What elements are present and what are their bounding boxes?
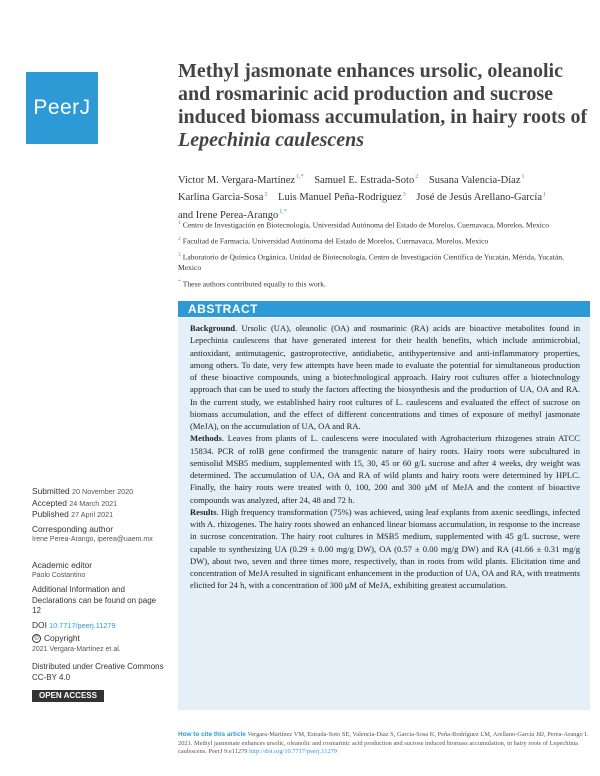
affil-text: Centro de Investigación en Biotecnología, Universidad Autónoma del Estado de Morelos, Cuernavaca, Morelos, Mexico [182,220,550,230]
peerj-logo [26,72,98,144]
editor-value: Paolo Costantino [32,571,86,579]
background-text: . Ursolic (UA), oleanolic (OA) and rosmarinic (RA) acids are bioactive metabolites found in Lepechinia caulescens that have generated interest for their health benefits, which include antimicrobial, antioxidant, antimutagenic, gastroprotective, antidiabetic, antihypertensive and anti-inflammatory properties, among others. To date, very few attempts have been made to evaluate the potential for simultaneous production of these bioactive compounds, using a biotechnological approach. Hairy root cultures offer a biotechnology approach that can be used to study the factors affecting the biosynthesis and the production of UA, OA and RA. In the current study, we established hairy root cultures of L. caulescens and evaluated the effect of sucrose on biomass accumulation, and the effect of different concentrations and times of exposure of methyl jasmonate (MeJA), on the accumulation of UA, OA and RA. [190,323,580,431]
copyright-icon: © [32,634,41,643]
author-affil: 1,* [296,174,304,180]
additional-info[interactable]: Additional Information and Declarations can be found on page 12 [32,585,157,615]
author-list [178,170,588,223]
author-name[interactable]: and Irene Perea-Arango [178,209,279,221]
author-name[interactable]: José de Jesús Arellano-García [416,192,542,203]
author-affil: 3 [264,191,268,198]
accepted-label: Accepted [32,497,67,508]
methods-text: . Leaves from plants of L. caulescens were inoculated with Agrobacterium rhizogenes strain ATCC 15834. PCR of rolB gene confirmed the transgenic nature of hairy roots. Hairy roots were subcultured in semisolid MSB5 medium, supplemented with 15, 30, 45 or 60 g/L sucrose and after 4 weeks, dry weight was determined. The accumulation of UA, OA and RA of wild plants and hairy roots were determined by HPLC. Finally, the hairy roots were treated with 0, 100, 200 and 300 μM of MeJA and the content of bioactive compounds was analyzed, after 24, 48 and 72 h. [190,433,580,505]
author[interactable] [178,175,304,186]
author[interactable] [314,175,418,186]
results-text: . High frequency transformation (75%) was achieved, using leaf explants from axenic seedlings, infected with A. rhizogenes. The hairy roots showed an enhanced linear biomass accumulation, in response to the increase in sucrose concentration. The hairy root cultures in MSB5 medium, supplemented with 45 g/L sucrose, were capable to synthesizing UA (0.29 ± 0.00 mg/g DW), OA (0.57 ± 0.00 mg/g DW) and RA (41.66 ± 0.31 mg/g DW), about two, seven and three times more, respectively, than in roots from wild plants. Elicitation time and concentration of MeJA resulted in significant enhancement in the production of UA, OA and RA, with treatments elicited for 24 h, with a concentration of 300 μM of MeJA, exhibiting greatest accumulation. [190,506,580,591]
author-affil: 1,* [279,209,287,215]
affil-number: * [178,278,181,285]
title-main: Methyl jasmonate enhances ursolic, oleanolic and rosmarinic acid production and sucrose induced biomass accumulation, in hairy roots of [178,60,588,128]
copyright-label: Copyright [44,633,80,643]
affil-text: These authors contributed equally to this work. [182,279,326,289]
affil-number: 1 [178,220,181,226]
doi-label: DOI [32,620,47,630]
corresponding-value[interactable]: Irene Perea-Arango, iperea@uaem.mx [32,535,153,543]
academic-editor [32,560,172,581]
editor-label: Academic editor [32,560,93,570]
published-value: 27 April 2021 [71,510,114,519]
affiliation [178,218,588,231]
background-label: Background [190,323,235,333]
affiliation [178,277,588,290]
copyright [32,633,172,655]
submitted-date [32,486,172,498]
submitted-label: Submitted [32,486,70,496]
affil-number: 3 [178,252,181,259]
methods-label: Methods [190,433,222,444]
copyright-value: 2021 Vergara-Martínez et al. [32,645,121,653]
title-species: Lepechinia caulescens [178,129,365,151]
published-label: Published [32,509,69,519]
accepted-date [32,498,172,510]
citation-link[interactable]: http://doi.org/10.7717/peerj.11279 [249,748,337,756]
author-affil: 1 [542,191,546,198]
results-label: Results [190,506,217,517]
article-title [178,60,588,152]
author-name[interactable]: Luis Manuel Peña-Rodríguez [278,192,402,203]
accepted-value: 24 March 2021 [69,498,118,508]
affiliation-list [178,218,588,293]
author-affil: 3 [402,191,406,198]
article-dates [32,486,172,521]
corresponding-label: Corresponding author [32,524,114,534]
author-affil: 1 [521,174,525,180]
abstract-results [190,506,580,592]
author-name[interactable]: Susana Valencia-Díaz [428,174,521,186]
author[interactable] [278,192,406,203]
citation-heading: How to cite this article [178,731,246,738]
author-name[interactable]: Victor M. Vergara-Martínez [178,174,296,186]
affil-text: Laboratorio de Química Orgánica, Unidad de Biotecnología, Centro de Investigación Científica de Yucatán, Mérida, Yucatán, Mexico [178,252,564,273]
abstract-background [190,322,580,432]
author-affil: 2 [415,174,419,180]
affiliation [178,250,588,274]
affil-text: Facultad de Farmacia, Universidad Autónoma del Estado de Morelos, Cuernavaca, Morelos, Mexico [182,236,489,246]
citation-text: Vergara-Martínez VM, Estrada-Soto SE, Valencia-Díaz S, Garcia-Sosa K, Peña-Rodríguez LM, Arellano-García JdJ, Perea-Arango I. 2021. Methyl jasmonate enhances ursolic, oleanolic and rosmarinic acid production and sucrose induced biomass accumulation, in hairy roots of Lepechinia caulescens. PeerJ 9:e11279 [178,731,589,756]
affil-number: 2 [178,236,181,243]
author-name[interactable]: Karlina Garcia-Sosa [178,192,264,203]
author[interactable] [429,175,525,186]
author[interactable] [416,192,546,203]
copyright-line [32,633,172,645]
logo-text: PeerJ [33,96,91,119]
abstract-body [178,318,590,710]
published-date [32,509,172,521]
open-access-badge: OPEN ACCESS [32,690,104,702]
author-name[interactable]: Samuel E. Estrada-Soto [314,174,415,186]
affiliation [178,234,588,247]
doi-link[interactable]: 10.7717/peerj.11279 [49,621,116,630]
license[interactable]: Distributed under Creative Commons CC-BY 4.0 [32,662,164,682]
author[interactable] [178,192,267,203]
doi [32,620,172,632]
submitted-value: 20 November 2020 [72,487,134,496]
corresponding-author [32,524,172,545]
abstract-methods [190,432,580,506]
abstract-heading: ABSTRACT [178,301,590,317]
citation [178,731,590,757]
